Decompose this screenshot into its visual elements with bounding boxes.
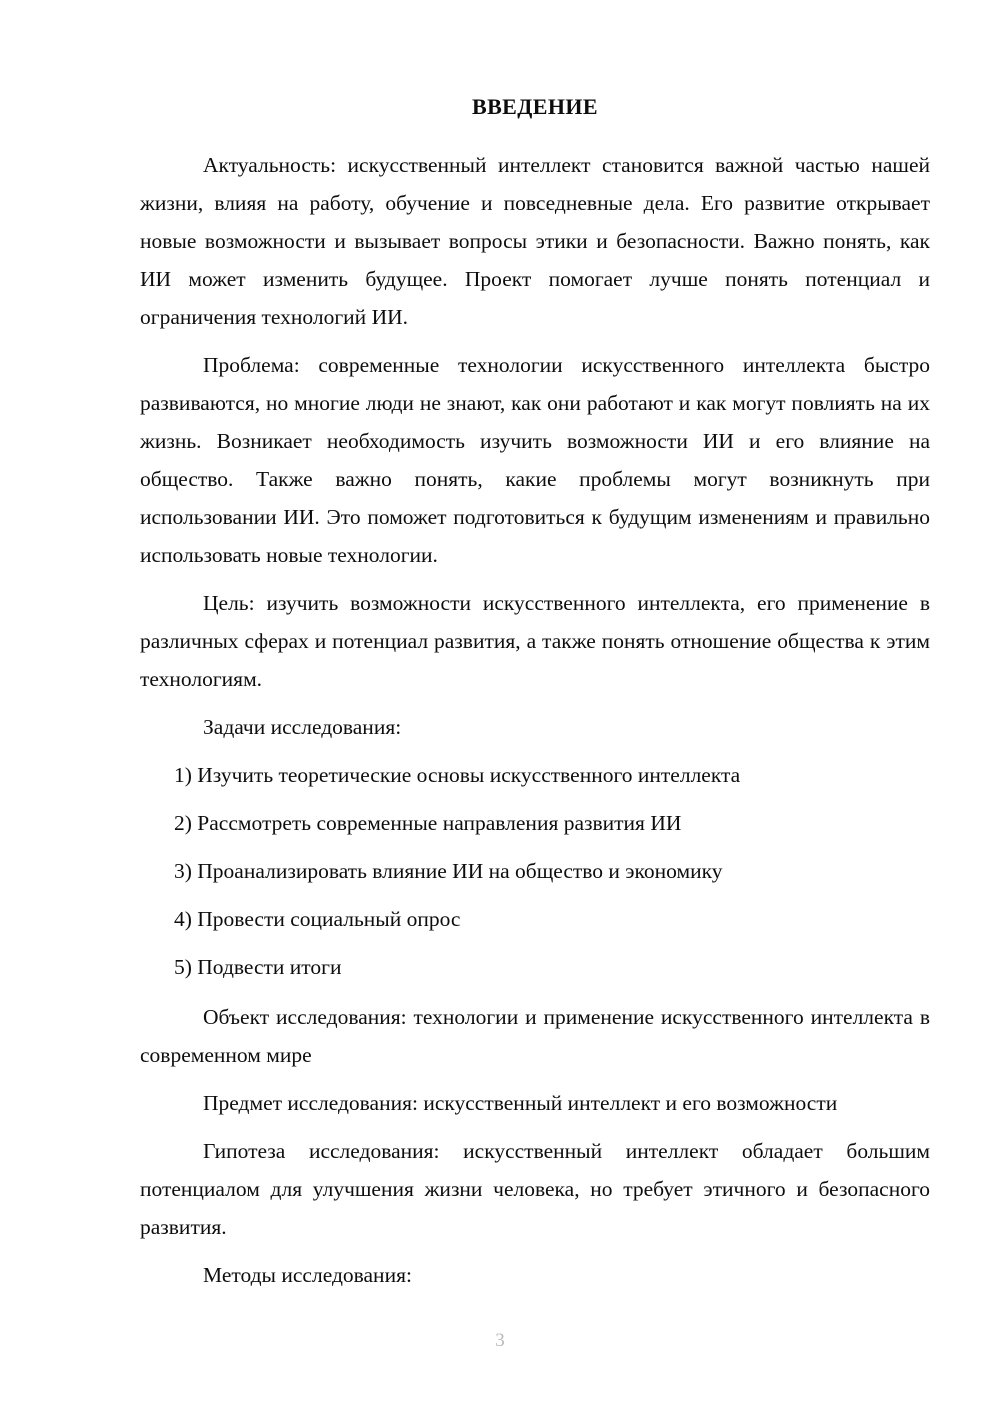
paragraph-problem: Проблема: современные технологии искусственного интеллекта быстро развиваются, но многие люди не знают, как они работают и как могут повлиять на их жизнь. Возникает необходимость изучить возможности ИИ и его влияние на общество. Также важно понять, какие проблемы могут возникнуть при использовании ИИ. Это поможет подготовиться к будущим изменениям и правильно использовать новые технологии. [140,352,930,567]
list-item: 3) Проанализировать влияние ИИ на общество и экономику [174,858,723,883]
list-item: 5) Подвести итоги [174,954,342,979]
page-content [140,0,930,1294]
page-title: ВВЕДЕНИЕ [472,94,598,119]
paragraph-hypothesis: Гипотеза исследования: искусственный интеллект обладает большим потенциалом для улучшения жизни человека, но требует этичного и безопасного развития. [140,1138,930,1239]
methods-heading: Методы исследования: [203,1262,412,1287]
tasks-heading: Задачи исследования: [203,714,402,739]
list-item: 4) Провести социальный опрос [174,906,461,931]
tasks-list [140,756,930,986]
paragraph-relevance: Актуальность: искусственный интеллект становится важной частью нашей жизни, влияя на работу, обучение и повседневные дела. Его развитие открывает новые возможности и вызывает вопросы этики и безопасности. Важно понять, как ИИ может изменить будущее. Проект помогает лучше понять потенциал и ограничения технологий ИИ. [140,152,930,329]
list-item: 2) Рассмотреть современные направления развития ИИ [174,810,682,835]
paragraph-object: Объект исследования: технологии и применение искусственного интеллекта в современном мире [140,1004,930,1067]
paragraph-goal: Цель: изучить возможности искусственного интеллекта, его применение в различных сферах и потенциал развития, а также понять отношение общества к этим технологиям. [140,590,930,691]
list-item: 1) Изучить теоретические основы искусственного интеллекта [174,762,741,787]
paragraph-subject: Предмет исследования: искусственный интеллект и его возможности [203,1090,838,1115]
page-number: 3 [495,1330,505,1351]
